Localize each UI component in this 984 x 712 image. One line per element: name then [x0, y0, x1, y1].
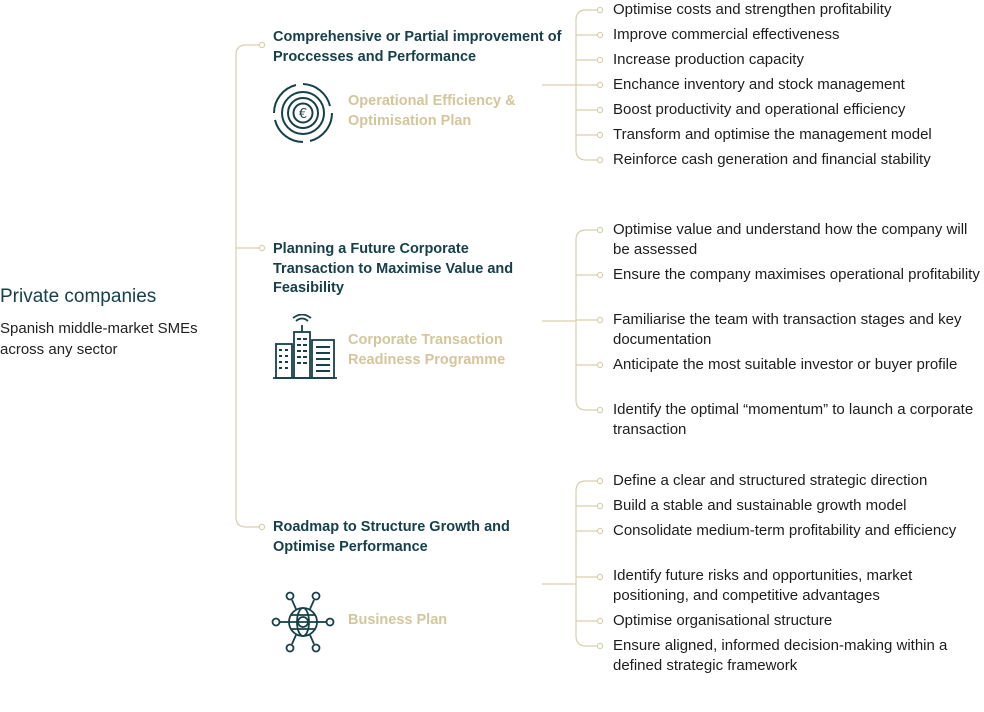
list-item: Optimise organisational structure [613, 612, 833, 629]
list-item: Anticipate the most suitable investor or buyer profile [613, 356, 958, 373]
list-item: Ensure the company maximises operational profitability [613, 266, 980, 283]
city-buildings-icon [272, 314, 338, 385]
network-globe-icon [270, 590, 336, 659]
list-item: Identify future risks and opportunities, market positioning, and competitive advantages [613, 567, 913, 604]
list-item: Boost productivity and operational efficiency [613, 101, 906, 118]
root-subtitle: Spanish middle-market SMEs across any sector [0, 320, 198, 358]
list-item: Enchance inventory and stock management [613, 76, 905, 93]
plan-title-3: Business Plan [348, 612, 448, 628]
list-item: Build a stable and sustainable growth model [613, 497, 907, 514]
list-item: Reinforce cash generation and financial stability [613, 151, 931, 168]
list-item: Familiarise the team with transaction stages and key documentation [613, 311, 962, 348]
section-title-1: Comprehensive or Partial improvement of Proccesses and Performance [273, 29, 562, 65]
root-title: Private companies [0, 286, 157, 307]
plan-title-1: Operational Efficiency & Optimisation Plan [348, 93, 516, 129]
svg-text:€: € [298, 107, 308, 122]
euro-target-icon [272, 82, 334, 149]
list-item: Optimise value and understand how the company will be assessed [613, 221, 968, 258]
list-item: Transform and optimise the management model [613, 126, 932, 143]
plan-title-2: Corporate Transaction Readiness Programme [348, 332, 506, 368]
section-title-3: Roadmap to Structure Growth and Optimise Performance [273, 519, 510, 555]
list-item: Ensure aligned, informed decision-making within a defined strategic framework [613, 637, 948, 674]
section-title-2: Planning a Future Corporate Transaction to Maximise Value and Feasibility [273, 241, 514, 296]
list-item: Consolidate medium-term profitability and efficiency [613, 522, 957, 539]
list-item: Optimise costs and strengthen profitability [613, 1, 892, 18]
list-item: Increase production capacity [613, 51, 804, 68]
list-item: Define a clear and structured strategic direction [613, 472, 928, 489]
list-item: Identify the optimal “momentum” to launch a corporate transaction [613, 401, 974, 438]
list-item: Improve commercial effectiveness [613, 26, 840, 43]
